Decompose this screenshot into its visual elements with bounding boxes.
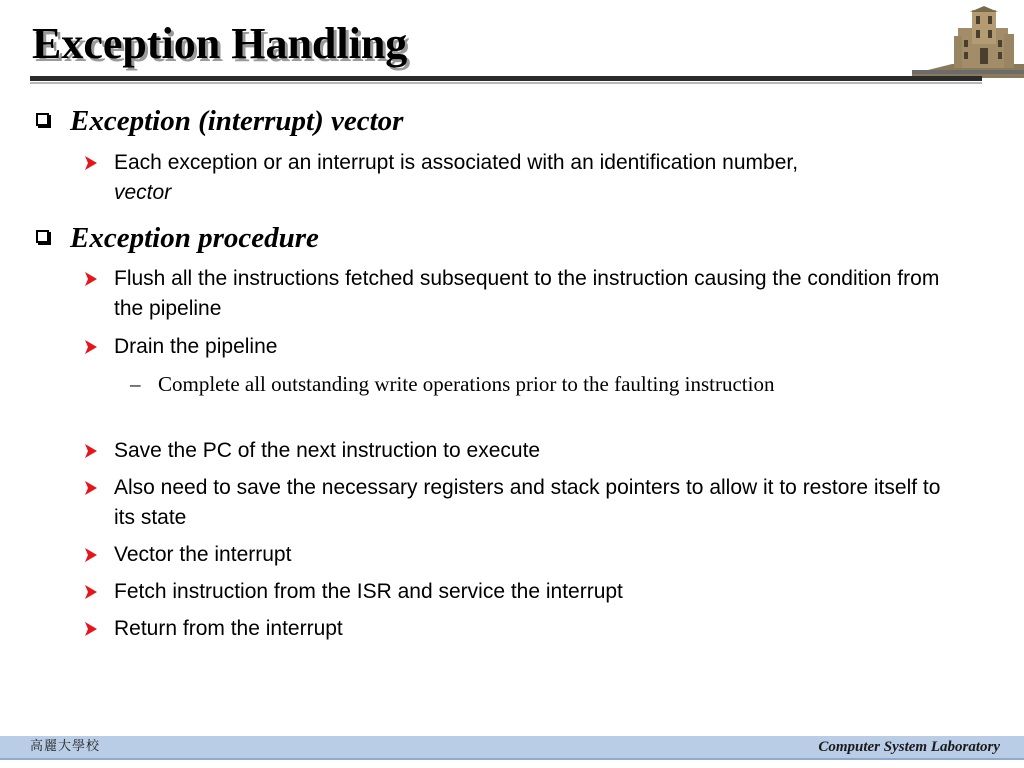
sub-bullet-text: Vector the interrupt — [114, 543, 292, 566]
sub-bullet-text: Fetch instruction from the ISR and service the interrupt — [114, 580, 623, 603]
hollow-square-bullet-icon — [36, 113, 49, 126]
bullet-label: Exception procedure — [70, 222, 319, 254]
sub-bullet-text: Return from the interrupt — [114, 617, 343, 640]
sub-bullet-text: Each exception or an interrupt is associated with an identification number, — [114, 151, 799, 174]
dash-bullet-icon: – — [130, 372, 141, 396]
red-arrow-bullet-icon — [84, 585, 98, 599]
red-arrow-bullet-icon — [84, 340, 98, 354]
red-arrow-bullet-icon — [84, 156, 98, 170]
footer-university-name: 高麗大學校 — [30, 739, 101, 754]
slide-title: Exception Handling — [32, 19, 408, 68]
footer-rule — [0, 758, 1024, 760]
sub-bullet-emphasis: vector — [114, 181, 172, 204]
sub-bullet-text: Drain the pipeline — [114, 335, 278, 358]
red-arrow-bullet-icon — [84, 444, 98, 458]
red-arrow-bullet-icon — [84, 622, 98, 636]
title-rule-shadow — [30, 82, 982, 84]
university-building-icon — [912, 6, 1024, 78]
sub-sub-bullet-text: Complete all outstanding write operations prior to the faulting instruction — [158, 372, 775, 396]
sub-bullet-text: Also need to save the necessary registers and stack pointers to allow it to restore itself to its state — [114, 476, 941, 529]
red-arrow-bullet-icon — [84, 548, 98, 562]
sub-bullet-text: Flush all the instructions fetched subsequent to the instruction causing the condition from the pipeline — [114, 267, 940, 320]
footer-lab-name: Computer System Laboratory — [818, 739, 1000, 755]
red-arrow-bullet-icon — [84, 481, 98, 495]
hollow-square-bullet-icon — [36, 230, 49, 243]
title-rule — [30, 76, 982, 81]
red-arrow-bullet-icon — [84, 272, 98, 286]
bullet-label: Exception (interrupt) vector — [70, 105, 404, 137]
sub-bullet-text: Save the PC of the next instruction to execute — [114, 439, 541, 462]
